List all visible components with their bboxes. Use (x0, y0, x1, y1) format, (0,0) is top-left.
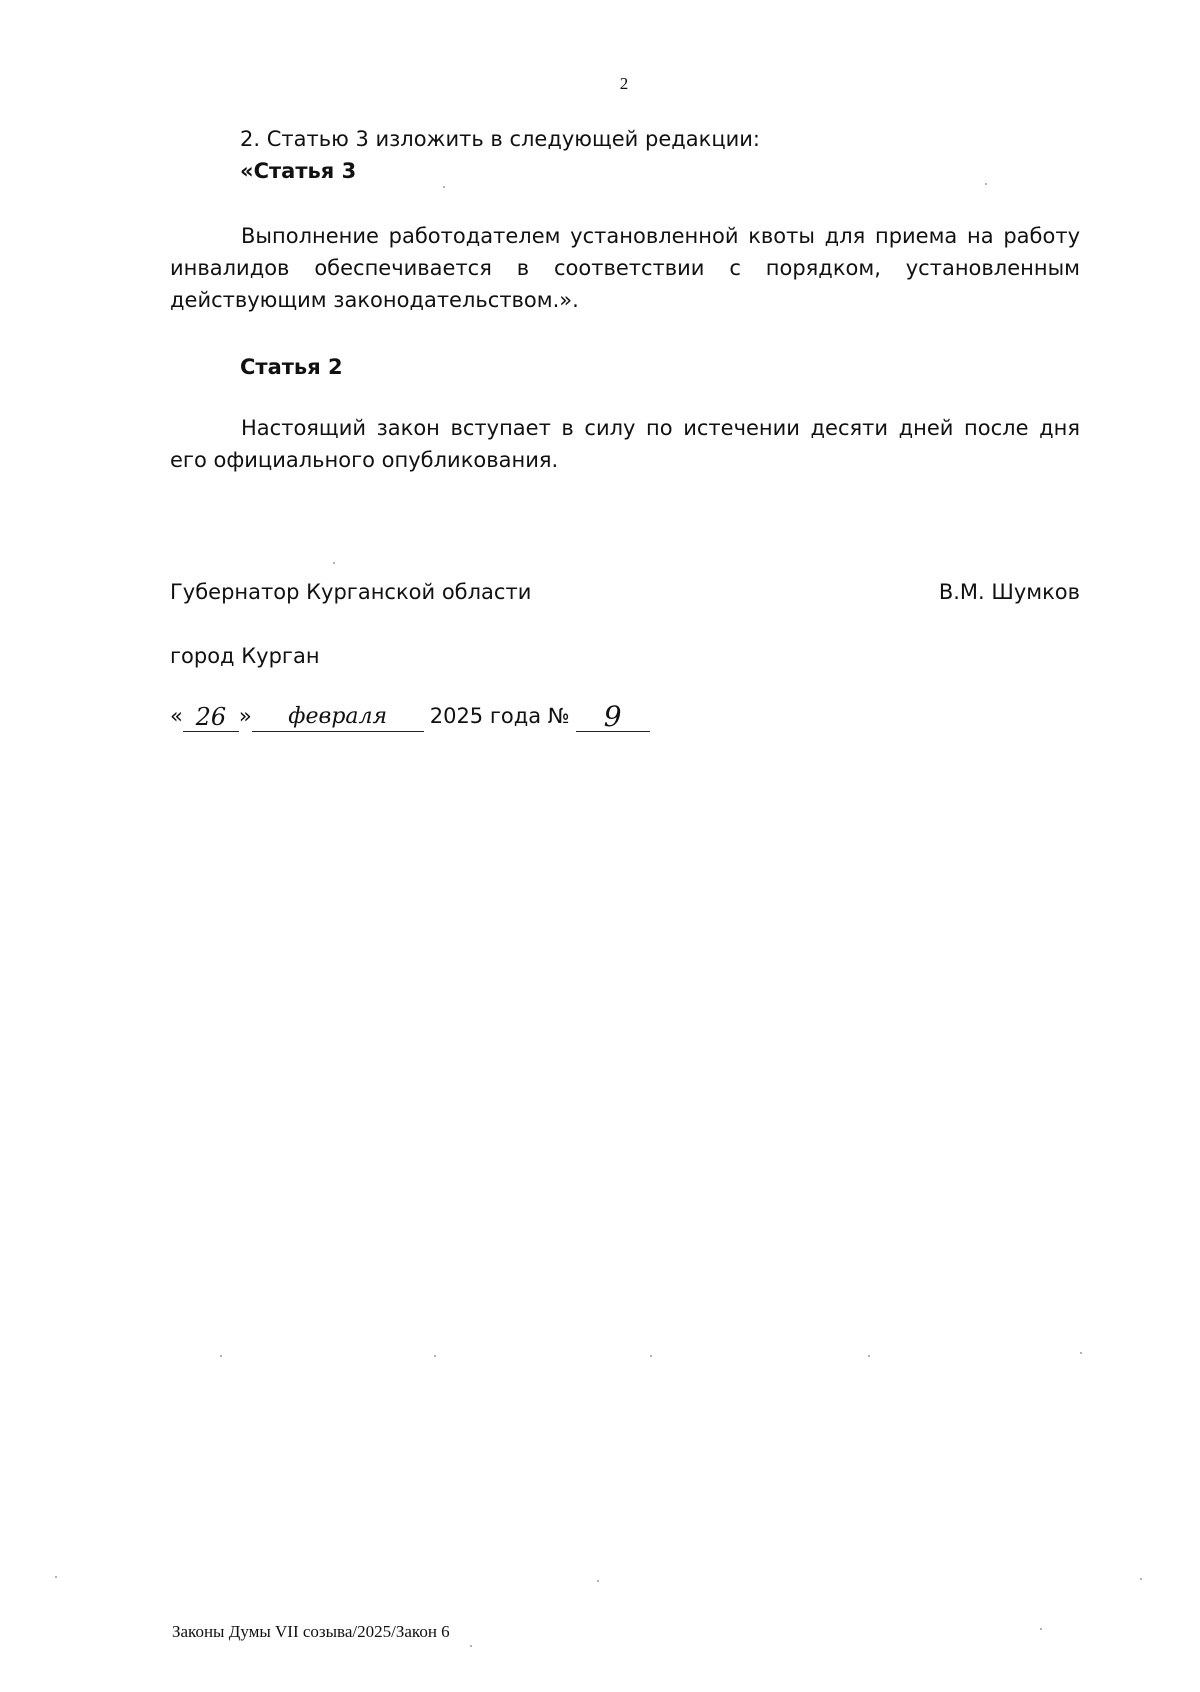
scan-speck (55, 1576, 57, 1578)
scan-speck (443, 186, 445, 188)
scan-speck (650, 1355, 652, 1357)
date-year-text: 2025 года № (429, 704, 570, 728)
date-month-handwritten: февраля (252, 703, 424, 732)
article-3-heading: «Статья 3 (240, 159, 357, 183)
date-close-quote: » (238, 704, 252, 728)
footer-reference: Законы Думы VII созыва/2025/Закон 6 (172, 1622, 450, 1641)
page-number: 2 (619, 74, 629, 93)
signatory-name: В.М. Шумков (938, 580, 1080, 604)
scan-speck (868, 1355, 870, 1357)
scan-speck (220, 1355, 222, 1357)
law-number-handwritten: 9 (576, 703, 650, 732)
scan-speck (1040, 1628, 1042, 1630)
signature-block (170, 576, 1080, 608)
article-2-text: Настоящий закон вступает в силу по истечении десяти дней после дня его официального опубликования. (170, 416, 1080, 472)
article-3-text: Выполнение работодателем установленной квоты для приема на работу инвалидов обеспечивается в соответствии с порядком, установленным действующим законодательством.». (170, 224, 1080, 312)
scan-speck (597, 1580, 599, 1582)
article-2-heading: Статья 2 (240, 355, 343, 379)
amendment-item: 2. Статью 3 изложить в следующей редакции: (240, 127, 760, 151)
date-day-handwritten: 26 (183, 703, 239, 732)
scan-speck (1080, 1352, 1082, 1354)
signatory-position: Губернатор Курганской области (170, 580, 532, 604)
scan-speck (1140, 1578, 1142, 1580)
date-line (170, 700, 650, 732)
city: город Курган (170, 644, 320, 668)
scan-speck (985, 183, 987, 185)
scan-speck (470, 1645, 472, 1647)
scan-speck (434, 1355, 436, 1357)
date-open-quote: « (170, 704, 183, 728)
scan-speck (333, 562, 335, 564)
